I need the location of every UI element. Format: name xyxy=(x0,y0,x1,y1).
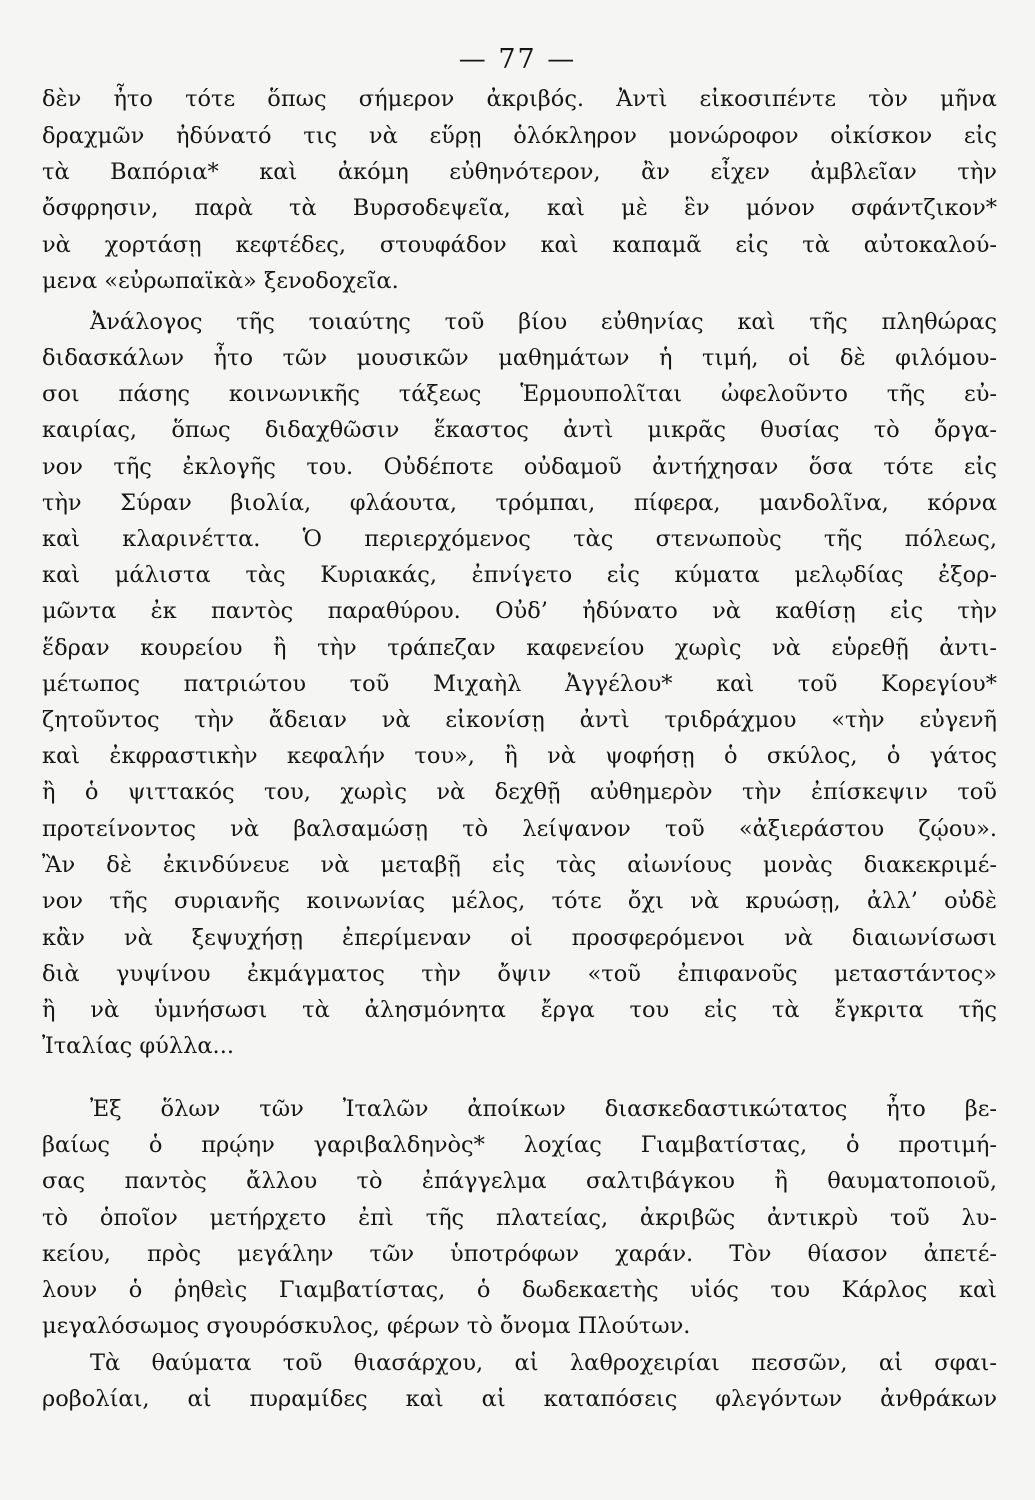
text-line: καιρίας, ὅπως διδαχθῶσιν ἕκαστος ἀντὶ μικρᾶς θυσίας τὸ ὄργα- xyxy=(42,417,997,443)
text-line: ὄσφρησιν, παρὰ τὰ Βυρσοδεψεῖα, καὶ μὲ ἓν μόνον σφάντζικον* xyxy=(42,195,997,221)
text-line: τὴν Σύραν βιολία, φλάουτα, τρόμπαι, πίφερα, μανδολῖνα, κόρνα xyxy=(42,490,997,516)
text-line: νὰ χορτάσῃ κεφτέδες, στουφάδον καὶ καπαμᾶ εἰς τὰ αὐτοκαλού- xyxy=(42,232,997,258)
text-line: μεγαλόσωμος σγουρόσκυλος, φέρων τὸ ὄνομα Πλούτων. xyxy=(42,1313,691,1339)
page-number: — 77 — xyxy=(458,44,577,75)
text-line: τὰ Βαπόρια* καὶ ἀκόμη εὐθηνότερον, ἂν εἶχεν ἀμβλεῖαν τὴν xyxy=(42,159,997,185)
text-line: μῶντα ἐκ παντὸς παραθύρου. Οὐδ’ ἠδύνατο νὰ καθίσῃ εἰς τὴν xyxy=(42,598,997,624)
text-line: δὲν ἦτο τότε ὅπως σήμερον ἀκριβός. Ἀντὶ εἰκοσιπέντε τὸν μῆνα xyxy=(42,86,997,112)
text-line: Ἰταλίας φύλλα... xyxy=(42,1033,234,1059)
text-line: νον τῆς ἐκλογῆς του. Οὐδέποτε οὐδαμοῦ ἀντήχησαν ὅσα τότε εἰς xyxy=(42,454,997,480)
text-line: σοι πάσης κοινωνικῆς τάξεως Ἑρμουπολῖται ὠφελοῦντο τῆς εὐ- xyxy=(42,381,997,407)
text-line: καὶ ἐκφραστικὴν κεφαλήν του», ἢ νὰ ψοφήσῃ ὁ σκύλος, ὁ γάτος xyxy=(42,743,997,769)
text-line: ροβολίαι, αἱ πυραμίδες καὶ αἱ καταπόσεις φλεγόντων ἀνθράκων xyxy=(42,1386,997,1412)
text-line: κἂν νὰ ξεψυχήσῃ ἐπερίμεναν οἱ προσφερόμενοι νὰ διαιωνίσωσι xyxy=(42,925,997,951)
text-line: βαίως ὁ πρῴην γαριβαλδηνὸς* λοχίας Γιαμβατίστας, ὁ προτιμή- xyxy=(42,1132,997,1158)
text-line: Τὰ θαύματα τοῦ θιασάρχου, αἱ λαθροχειρίαι πεσσῶν, αἱ σφαι- xyxy=(90,1350,997,1376)
text-line: Ἐξ ὅλων τῶν Ἰταλῶν ἀποίκων διασκεδαστικώτατος ἦτο βε- xyxy=(90,1096,997,1122)
text-line: Ἀνάλογος τῆς τοιαύτης τοῦ βίου εὐθηνίας καὶ τῆς πληθώρας xyxy=(90,309,997,335)
text-line: καὶ κλαρινέττα. Ὁ περιερχόμενος τὰς στενωποὺς τῆς πόλεως, xyxy=(42,526,997,552)
text-line: λουν ὁ ῥηθεὶς Γιαμβατίστας, ὁ δωδεκαετὴς υἱός του Κάρλος καὶ xyxy=(42,1277,997,1303)
text-line: ἢ νὰ ὑμνήσωσι τὰ ἀλησμόνητα ἔργα του εἰς τὰ ἔγκριτα τῆς xyxy=(42,997,997,1023)
text-line: ἕδραν κουρείου ἢ τὴν τράπεζαν καφενείου χωρὶς νὰ εὑρεθῇ ἀντι- xyxy=(42,635,997,661)
text-line: μέτωπος πατριώτου τοῦ Μιχαὴλ Ἀγγέλου* καὶ τοῦ Κορεγίου* xyxy=(42,671,997,697)
text-line: δραχμῶν ἠδύνατό τις νὰ εὕρῃ ὁλόκληρον μονώροφον οἰκίσκον εἰς xyxy=(42,123,997,149)
text-line: ἢ ὁ ψιττακός του, χωρὶς νὰ δεχθῇ αὐθημερὸν τὴν ἐπίσκεψιν τοῦ xyxy=(42,779,997,805)
text-line: προτείνοντος νὰ βαλσαμώσῃ τὸ λείψανον τοῦ «ἀξιεράστου ζῴου». xyxy=(42,816,997,842)
text-line: τὸ ὁποῖον μετήρχετο ἐπὶ τῆς πλατείας, ἀκριβῶς ἀντικρὺ τοῦ λυ- xyxy=(42,1205,997,1231)
text-line: Ἂν δὲ ἐκινδύνευε νὰ μεταβῇ εἰς τὰς αἰωνίους μονὰς διακεκριμέ- xyxy=(42,852,997,878)
text-line: διὰ γυψίνου ἐκμάγματος τὴν ὄψιν «τοῦ ἐπιφανοῦς μεταστάντος» xyxy=(42,961,997,987)
text-line: μενα «εὐρωπαϊκὰ» ξενοδοχεῖα. xyxy=(42,268,399,294)
text-line: σας παντὸς ἄλλου τὸ ἐπάγγελμα σαλτιβάγκου ἢ θαυματοποιοῦ, xyxy=(42,1168,997,1194)
text-line: κείου, πρὸς μεγάλην τῶν ὑποτρόφων χαράν. Τὸν θίασον ἀπετέ- xyxy=(42,1241,997,1267)
text-line: νον τῆς συριανῆς κοινωνίας μέλος, τότε ὄχι νὰ κρυώσῃ, ἀλλ’ οὐδὲ xyxy=(42,888,997,914)
text-line: ζητοῦντος τὴν ἄδειαν νὰ εἰκονίσῃ ἀντὶ τριδράχμου «τὴν εὐγενῆ xyxy=(42,707,997,733)
text-line: διδασκάλων ἦτο τῶν μουσικῶν μαθημάτων ἡ τιμή, οἱ δὲ φιλόμου- xyxy=(42,345,997,371)
text-line: καὶ μάλιστα τὰς Κυριακάς, ἐπνίγετο εἰς κύματα μελῳδίας ἐξορ- xyxy=(42,562,997,588)
